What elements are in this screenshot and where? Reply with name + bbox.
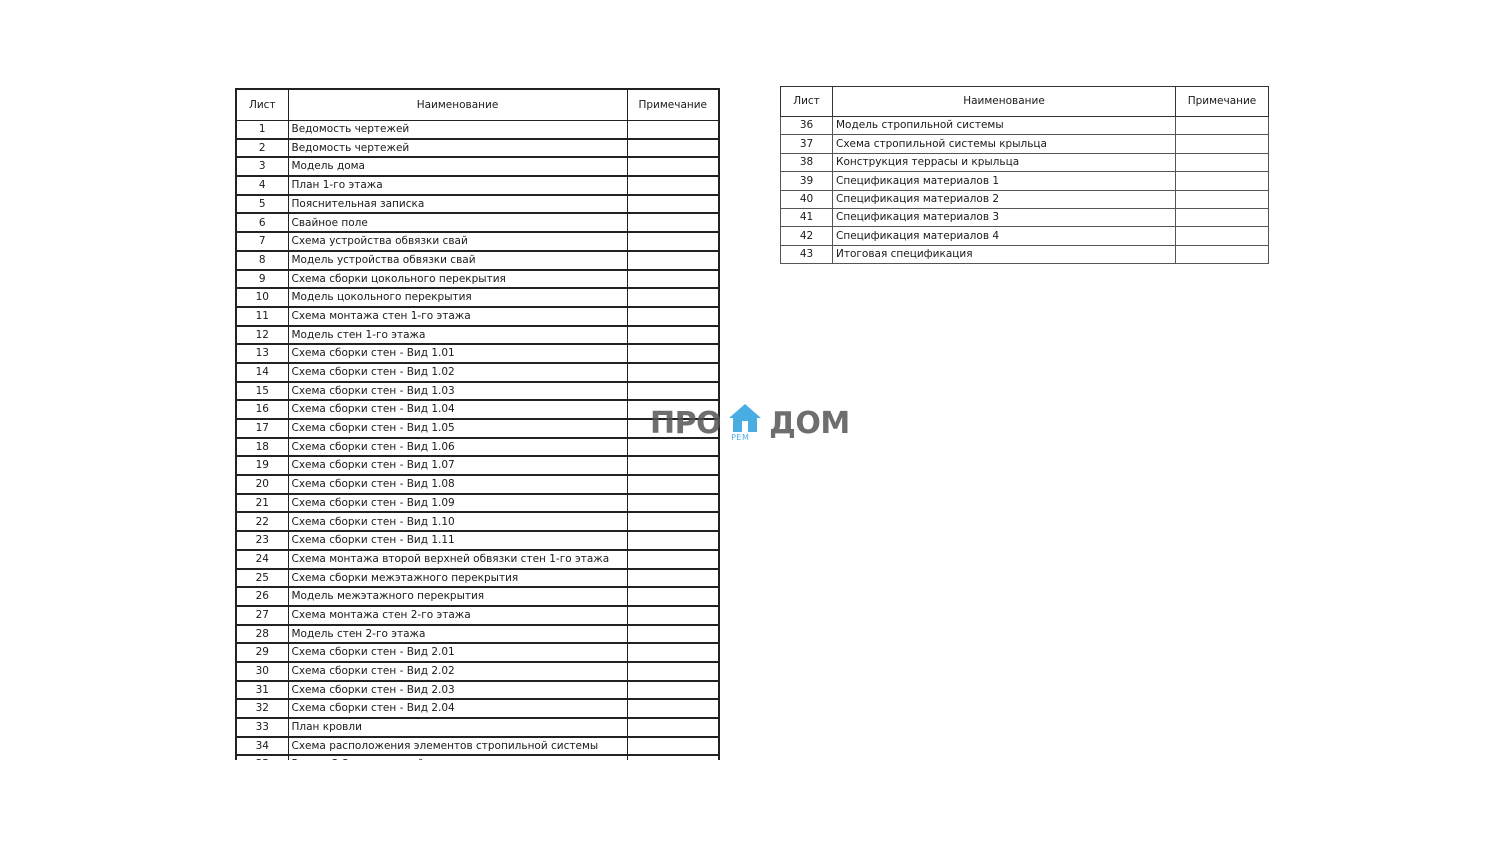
sheet-number-cell: 24 bbox=[236, 550, 288, 569]
note-cell bbox=[627, 157, 719, 176]
sheet-number-cell: 16 bbox=[236, 400, 288, 419]
table-row bbox=[781, 135, 1269, 153]
header-note: Примечание bbox=[627, 89, 719, 121]
sheet-name-cell: Пояснительная записка bbox=[288, 195, 627, 214]
sheet-number-cell: 21 bbox=[236, 494, 288, 513]
sheet-name-cell: Схема сборки межэтажного перекрытия bbox=[288, 569, 627, 588]
sheet-number-cell: 28 bbox=[236, 625, 288, 644]
note-cell bbox=[627, 569, 719, 588]
sheet-name-cell: Спецификация материалов 2 bbox=[833, 190, 1176, 208]
table-body bbox=[781, 117, 1269, 264]
sheet-number-cell: 19 bbox=[236, 456, 288, 475]
note-cell bbox=[627, 251, 719, 270]
table-row bbox=[236, 251, 719, 270]
sheet-number-cell: 25 bbox=[236, 569, 288, 588]
sheet-number-cell: 36 bbox=[781, 117, 833, 135]
sheet-number-cell: 23 bbox=[236, 531, 288, 550]
sheet-name-cell: Модель дома bbox=[288, 157, 627, 176]
note-cell bbox=[1176, 172, 1269, 190]
table-row bbox=[781, 117, 1269, 135]
table-row bbox=[236, 213, 719, 232]
sheet-number-cell: 42 bbox=[781, 227, 833, 245]
header-name: Наименование bbox=[833, 87, 1176, 117]
sheet-name-cell: Схема сборки стен - Вид 2.02 bbox=[288, 662, 627, 681]
sheet-name-cell: Ведомость чертежей bbox=[288, 139, 627, 158]
table-row bbox=[781, 227, 1269, 245]
sheet-number-cell: 3 bbox=[236, 157, 288, 176]
sheet-number-cell: 30 bbox=[236, 662, 288, 681]
table-row bbox=[236, 569, 719, 588]
note-cell bbox=[627, 531, 719, 550]
note-cell bbox=[627, 139, 719, 158]
sheet-name-cell: Схема сборки цокольного перекрытия bbox=[288, 270, 627, 289]
house-icon bbox=[726, 402, 764, 446]
table-row bbox=[236, 382, 719, 401]
table-row bbox=[236, 195, 719, 214]
sheet-number-cell: 6 bbox=[236, 213, 288, 232]
sheet-name-cell: Модель цокольного перекрытия bbox=[288, 288, 627, 307]
note-cell bbox=[627, 363, 719, 382]
sheet-number-cell: 32 bbox=[236, 699, 288, 718]
table-row bbox=[236, 531, 719, 550]
table-row bbox=[236, 419, 719, 438]
sheet-number-cell: 5 bbox=[236, 195, 288, 214]
sheet-name-cell: Спецификация материалов 1 bbox=[833, 172, 1176, 190]
sheet-name-cell: Модель стен 2-го этажа bbox=[288, 625, 627, 644]
watermark-text-left: ПРО bbox=[650, 406, 722, 441]
sheet-name-cell: Схема сборки стен - Вид 2.04 bbox=[288, 699, 627, 718]
sheet-number-cell: 2 bbox=[236, 139, 288, 158]
table-row bbox=[781, 245, 1269, 263]
sheet-name-cell: Схема устройства обвязки свай bbox=[288, 232, 627, 251]
sheet-number-cell: 37 bbox=[781, 135, 833, 153]
sheet-number-cell: 39 bbox=[781, 172, 833, 190]
note-cell bbox=[627, 270, 719, 289]
note-cell bbox=[627, 176, 719, 195]
header-sheet: Лист bbox=[781, 87, 833, 117]
table-row bbox=[236, 438, 719, 457]
note-cell bbox=[627, 494, 719, 513]
sheet-number-cell: 43 bbox=[781, 245, 833, 263]
note-cell bbox=[627, 213, 719, 232]
header-note: Примечание bbox=[1176, 87, 1269, 117]
drawings-list-table-right bbox=[780, 86, 1269, 264]
sheet-number-cell: 38 bbox=[781, 153, 833, 171]
note-cell bbox=[627, 625, 719, 644]
sheet-name-cell: Схема монтажа стен 1-го этажа bbox=[288, 307, 627, 326]
sheet-name-cell: Свайное поле bbox=[288, 213, 627, 232]
table-row bbox=[781, 153, 1269, 171]
table-row bbox=[236, 718, 719, 737]
table-row bbox=[236, 643, 719, 662]
table-row bbox=[236, 363, 719, 382]
sheet-name-cell: Схема сборки стен - Вид 1.05 bbox=[288, 419, 627, 438]
sheet-name-cell: Модель стен 1-го этажа bbox=[288, 326, 627, 345]
table-row bbox=[236, 400, 719, 419]
table-row bbox=[236, 288, 719, 307]
table-row bbox=[236, 587, 719, 606]
sheet-number-cell: 26 bbox=[236, 587, 288, 606]
note-cell bbox=[627, 662, 719, 681]
note-cell bbox=[627, 681, 719, 700]
note-cell bbox=[1176, 135, 1269, 153]
sheet-name-cell: План кровли bbox=[288, 718, 627, 737]
sheet-name-cell: Конструкция террасы и крыльца bbox=[833, 153, 1176, 171]
note-cell bbox=[627, 737, 719, 756]
sheet-name-cell: Схема сборки стен - Вид 1.02 bbox=[288, 363, 627, 382]
note-cell bbox=[1176, 117, 1269, 135]
note-cell bbox=[627, 195, 719, 214]
table-row bbox=[236, 550, 719, 569]
note-cell bbox=[1176, 245, 1269, 263]
sheet-number-cell: 22 bbox=[236, 512, 288, 531]
note-cell bbox=[627, 699, 719, 718]
note-cell bbox=[627, 326, 719, 345]
sheet-number-cell: 9 bbox=[236, 270, 288, 289]
sheet-name-cell: План 1-го этажа bbox=[288, 176, 627, 195]
sheet-number-cell: 27 bbox=[236, 606, 288, 625]
sheet-number-cell: 13 bbox=[236, 344, 288, 363]
table-row bbox=[236, 307, 719, 326]
table-row bbox=[236, 270, 719, 289]
sheet-name-cell: Схема монтажа стен 2-го этажа bbox=[288, 606, 627, 625]
sheet-number-cell: 31 bbox=[236, 681, 288, 700]
table-header-row bbox=[781, 87, 1269, 117]
note-cell bbox=[627, 718, 719, 737]
note-cell bbox=[627, 606, 719, 625]
sheet-number-cell: 34 bbox=[236, 737, 288, 756]
header-name: Наименование bbox=[288, 89, 627, 121]
header-sheet: Лист bbox=[236, 89, 288, 121]
sheet-number-cell: 1 bbox=[236, 121, 288, 139]
watermark-logo bbox=[650, 402, 850, 446]
sheet-number-cell: 8 bbox=[236, 251, 288, 270]
note-cell bbox=[1176, 153, 1269, 171]
sheet-number-cell: 29 bbox=[236, 643, 288, 662]
sheet-name-cell: Схема сборки стен - Вид 1.06 bbox=[288, 438, 627, 457]
page-bottom-margin bbox=[230, 760, 730, 850]
sheet-name-cell: Итоговая спецификация bbox=[833, 245, 1176, 263]
sheet-name-cell: Схема сборки стен - Вид 1.07 bbox=[288, 456, 627, 475]
table-row bbox=[236, 232, 719, 251]
note-cell bbox=[627, 456, 719, 475]
table-row bbox=[236, 139, 719, 158]
sheet-name-cell: Схема сборки стен - Вид 1.09 bbox=[288, 494, 627, 513]
table-row bbox=[236, 494, 719, 513]
sheet-name-cell: Модель стропильной системы bbox=[833, 117, 1176, 135]
table-row bbox=[236, 326, 719, 345]
note-cell bbox=[1176, 208, 1269, 226]
note-cell bbox=[627, 121, 719, 139]
table-row bbox=[236, 456, 719, 475]
sheet-name-cell: Схема сборки стен - Вид 1.11 bbox=[288, 531, 627, 550]
note-cell bbox=[627, 475, 719, 494]
note-cell bbox=[627, 587, 719, 606]
sheet-number-cell: 7 bbox=[236, 232, 288, 251]
sheet-number-cell: 17 bbox=[236, 419, 288, 438]
sheet-name-cell: Схема сборки стен - Вид 1.04 bbox=[288, 400, 627, 419]
sheet-number-cell: 40 bbox=[781, 190, 833, 208]
sheet-name-cell: Схема сборки стен - Вид 1.03 bbox=[288, 382, 627, 401]
table-row bbox=[236, 699, 719, 718]
table-row bbox=[236, 344, 719, 363]
note-cell bbox=[627, 288, 719, 307]
sheet-name-cell: Спецификация материалов 3 bbox=[833, 208, 1176, 226]
table-row bbox=[236, 475, 719, 494]
sheet-name-cell: Схема расположения элементов стропильной системы bbox=[288, 737, 627, 756]
watermark-text-right: ДОМ bbox=[769, 406, 850, 441]
sheet-number-cell: 12 bbox=[236, 326, 288, 345]
sheet-number-cell: 11 bbox=[236, 307, 288, 326]
note-cell bbox=[627, 643, 719, 662]
table-row bbox=[236, 606, 719, 625]
watermark-subtext: РЕМ bbox=[731, 433, 750, 442]
sheet-number-cell: 15 bbox=[236, 382, 288, 401]
sheet-name-cell: Схема стропильной системы крыльца bbox=[833, 135, 1176, 153]
table-body bbox=[236, 121, 722, 775]
table-row bbox=[781, 208, 1269, 226]
table-row bbox=[236, 176, 719, 195]
sheet-name-cell: Модель межэтажного перекрытия bbox=[288, 587, 627, 606]
sheet-name-cell: Ведомость чертежей bbox=[288, 121, 627, 139]
note-cell bbox=[627, 382, 719, 401]
sheet-name-cell: Спецификация материалов 4 bbox=[833, 227, 1176, 245]
table-row bbox=[781, 172, 1269, 190]
sheet-number-cell: 20 bbox=[236, 475, 288, 494]
sheet-name-cell: Схема сборки стен - Вид 1.10 bbox=[288, 512, 627, 531]
note-cell bbox=[1176, 190, 1269, 208]
sheet-name-cell: Схема сборки стен - Вид 2.03 bbox=[288, 681, 627, 700]
sheet-name-cell: Схема сборки стен - Вид 1.08 bbox=[288, 475, 627, 494]
table-row bbox=[781, 190, 1269, 208]
sheet-number-cell: 10 bbox=[236, 288, 288, 307]
note-cell bbox=[627, 232, 719, 251]
note-cell bbox=[627, 550, 719, 569]
sheet-name-cell: Схема сборки стен - Вид 2.01 bbox=[288, 643, 627, 662]
note-cell bbox=[627, 307, 719, 326]
table-row bbox=[236, 737, 719, 756]
table-header-row bbox=[236, 89, 719, 121]
table-row bbox=[236, 662, 719, 681]
sheet-number-cell: 4 bbox=[236, 176, 288, 195]
sheet-number-cell: 14 bbox=[236, 363, 288, 382]
note-cell bbox=[627, 512, 719, 531]
note-cell bbox=[1176, 227, 1269, 245]
sheet-name-cell: Схема монтажа второй верхней обвязки стен 1-го этажа bbox=[288, 550, 627, 569]
sheet-number-cell: 41 bbox=[781, 208, 833, 226]
table-row bbox=[236, 512, 719, 531]
table-row bbox=[236, 121, 719, 139]
table-row bbox=[236, 681, 719, 700]
table-row bbox=[236, 157, 719, 176]
note-cell bbox=[627, 344, 719, 363]
sheet-number-cell: 33 bbox=[236, 718, 288, 737]
sheet-number-cell: 18 bbox=[236, 438, 288, 457]
sheet-name-cell: Схема сборки стен - Вид 1.01 bbox=[288, 344, 627, 363]
sheet-name-cell: Модель устройства обвязки свай bbox=[288, 251, 627, 270]
table-row bbox=[236, 625, 719, 644]
drawings-list-table-left bbox=[235, 88, 720, 775]
